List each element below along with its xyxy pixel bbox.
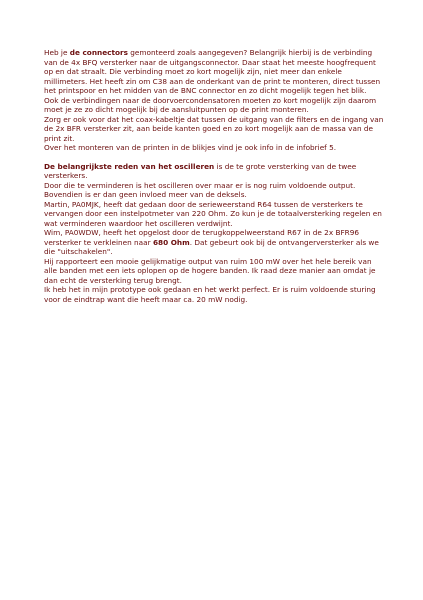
paragraph-doorvoer: Ook de verbindingen naar de doorvoercondensatoren moeten zo kort mogelijk zijn daarom moet je ze zo dicht mogelijk bij de aansluitpunten op de print monteren. bbox=[44, 95, 377, 114]
paragraph-verminderen: Door die te verminderen is het oscilleren over maar er is nog ruim voldoende output. bbox=[44, 180, 356, 190]
paragraph-connectors bbox=[44, 48, 384, 96]
paragraph-prototype: Ik heb het in mijn prototype ook gedaan en het werkt perfect. Er is ruim voldoende sturing voor de eindtrap want die heeft maar ca. 20 mW nodig. bbox=[44, 285, 376, 304]
spacer bbox=[44, 153, 384, 162]
bold-text: 680 Ohm bbox=[152, 237, 190, 247]
paragraph-martin: Martin, PA0MJK, heeft dat gedaan door de serieweerstand R64 tussen de versterkers te vervangen door een instelpotmeter van 220 Ohm. Zo kun je de totaalversterking regelen en wat verminderen waardoor het oscilleren verdwijnt. bbox=[44, 199, 382, 228]
document-body bbox=[44, 48, 384, 304]
text: Wim, PA0WDW, heeft het opgelost door de terugkoppelweerstand R67 in de 2x BFR96 versterker te verkleinen naar bbox=[44, 228, 360, 247]
paragraph-rapport: Hij rapporteert een mooie gelijkmatige output van ruim 100 mW over het hele bereik van alle banden met een iets oplopen op de hogere banden. Ik raad deze manier aan omdat je dan echt de versterking terug brengt. bbox=[44, 256, 376, 285]
text: . Dat gebeurt ook bij de ontvangerversterker als we die "uitschakelen". bbox=[44, 237, 379, 256]
paragraph-deksels: Bovendien is er dan geen invloed meer van de deksels. bbox=[44, 190, 247, 199]
paragraph-oscilleren bbox=[44, 162, 384, 181]
text: gemonteerd zoals aangegeven? Belangrijk hierbij is de verbinding van de 4x BFQ versterker naar de uitgangsconnector. Daar staat het meeste hoogfrequent op en dat straalt. Die verbinding moet zo kort mogelijk zijn, niet meer dan enkele millimeters. Het heeft zin om C38 aan de onderkant van de print te monteren, direct tussen het printspoor en het midden van de BNC connector en zo dicht mogelijk tegen het blik. bbox=[44, 48, 381, 95]
text: is de te grote versterking van de twee versterkers. bbox=[44, 161, 357, 180]
text: Heb je bbox=[44, 48, 70, 57]
bold-text: De belangrijkste reden van het oscilleren bbox=[44, 161, 215, 171]
paragraph-infobrief: Over het monteren van de printen in de blikjes vind je ook info in de infobrief 5. bbox=[44, 143, 337, 152]
bold-text: de connectors bbox=[69, 48, 128, 57]
paragraph-wim bbox=[44, 228, 384, 257]
paragraph-coax: Zorg er ook voor dat het coax-kabeltje dat tussen de uitgang van de filters en de ingang van de 2x BFR versterker zit, aan beide kanten goed en zo kort mogelijk aan de massa van de print zit. bbox=[44, 114, 384, 143]
